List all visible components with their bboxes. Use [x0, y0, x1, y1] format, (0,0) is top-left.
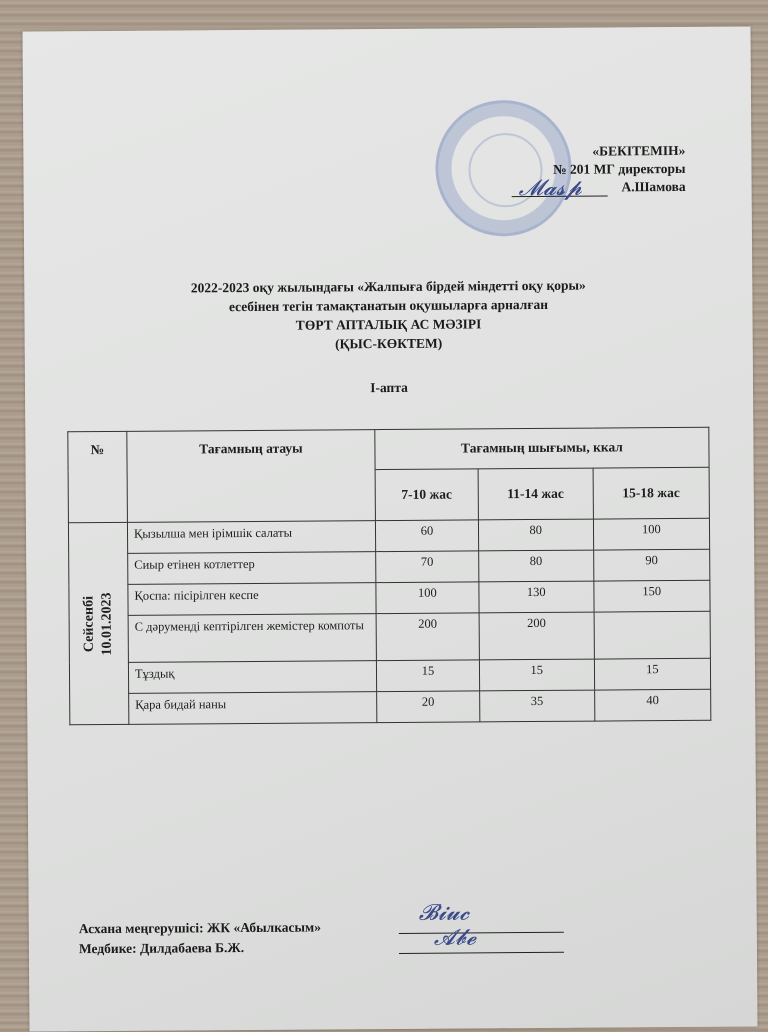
col-header-yield: Тағамның шығымы, ккал [375, 427, 709, 469]
kcal-value: 15 [479, 659, 594, 691]
col-header-age-11-14: 11-14 жас [478, 468, 593, 520]
table-row [70, 689, 711, 724]
table-row [69, 580, 710, 615]
kcal-value: 80 [478, 519, 593, 551]
kcal-value: 200 [376, 613, 479, 661]
kcal-value: 40 [594, 689, 711, 721]
signatures-block [79, 917, 321, 959]
dish-name: Қара бидай наны [129, 692, 377, 725]
kcal-value: 90 [593, 549, 710, 581]
day-date: 10.01.2023 [99, 591, 115, 656]
title-line-4: (ҚЫС-КӨКТЕМ) [335, 335, 443, 352]
col-header-age-15-18: 15-18 жас [593, 467, 710, 519]
menu-table [67, 427, 711, 725]
table-row [69, 611, 710, 662]
table-row [68, 518, 709, 553]
manager-signature-icon: 𝓑𝓲𝓾𝓬 [418, 900, 470, 926]
dish-name: Тұздық [128, 661, 376, 694]
kcal-value: 15 [376, 660, 479, 692]
kcal-value: 100 [593, 518, 710, 550]
kcal-value: 20 [377, 691, 480, 723]
col-header-dish-name: Тағамның атауы [127, 430, 376, 523]
approval-title: «БЕКІТЕМІН» [592, 142, 686, 159]
title-line-1: 2022-2023 оқу жылындағы «Жалпыға бірдей міндетті оқу қоры» [190, 277, 586, 296]
nurse-signature-line [399, 952, 564, 954]
col-header-number: № [68, 431, 128, 522]
kcal-value: 15 [594, 658, 711, 690]
director-signature-icon: 𝓜𝓪𝓼𝓹 [518, 175, 582, 202]
canteen-manager-label: Асхана меңгерушісі: ЖК «Абылкасым» [78, 919, 322, 937]
day-name: Сейсенбі [81, 595, 97, 652]
approval-school: № 201 МГ директоры [553, 160, 686, 177]
kcal-value: 100 [376, 582, 479, 614]
col-header-age-7-10: 7-10 жас [375, 469, 478, 521]
kcal-value [594, 611, 711, 659]
dish-name: Сиыр етінен котлеттер [128, 552, 376, 585]
document-page [23, 26, 758, 1031]
kcal-value: 150 [594, 580, 711, 612]
kcal-value: 130 [479, 581, 594, 613]
table-row [69, 658, 710, 693]
week-label: І-апта [370, 379, 408, 396]
kcal-value: 200 [479, 612, 594, 660]
day-cell [68, 522, 128, 724]
official-stamp [435, 100, 572, 237]
approval-director: А.Шамова [621, 178, 686, 195]
document-title [24, 274, 753, 355]
nurse-signature-icon: 𝓐𝓫𝓮 [433, 925, 477, 951]
table-row [69, 549, 710, 584]
title-line-3: ТӨРТ АПТАЛЫҚ АС МӘЗІРІ [295, 316, 482, 333]
dish-name: С дәруменді кептірілген жемістер компоты [128, 614, 376, 663]
manager-signature-line [399, 932, 564, 934]
title-line-2: есебінен тегін тамақтанатын оқушыларға арналған [228, 296, 549, 315]
dish-name: Қоспа: пісірілген кеспе [128, 583, 376, 616]
nurse-label: Медбике: Дилдабаева Б.Ж. [78, 940, 245, 957]
dish-name: Қызылша мен ірімшік салаты [127, 521, 375, 554]
kcal-value: 60 [375, 520, 478, 552]
kcal-value: 35 [479, 690, 594, 722]
kcal-value: 80 [479, 550, 594, 582]
kcal-value: 70 [376, 551, 479, 583]
